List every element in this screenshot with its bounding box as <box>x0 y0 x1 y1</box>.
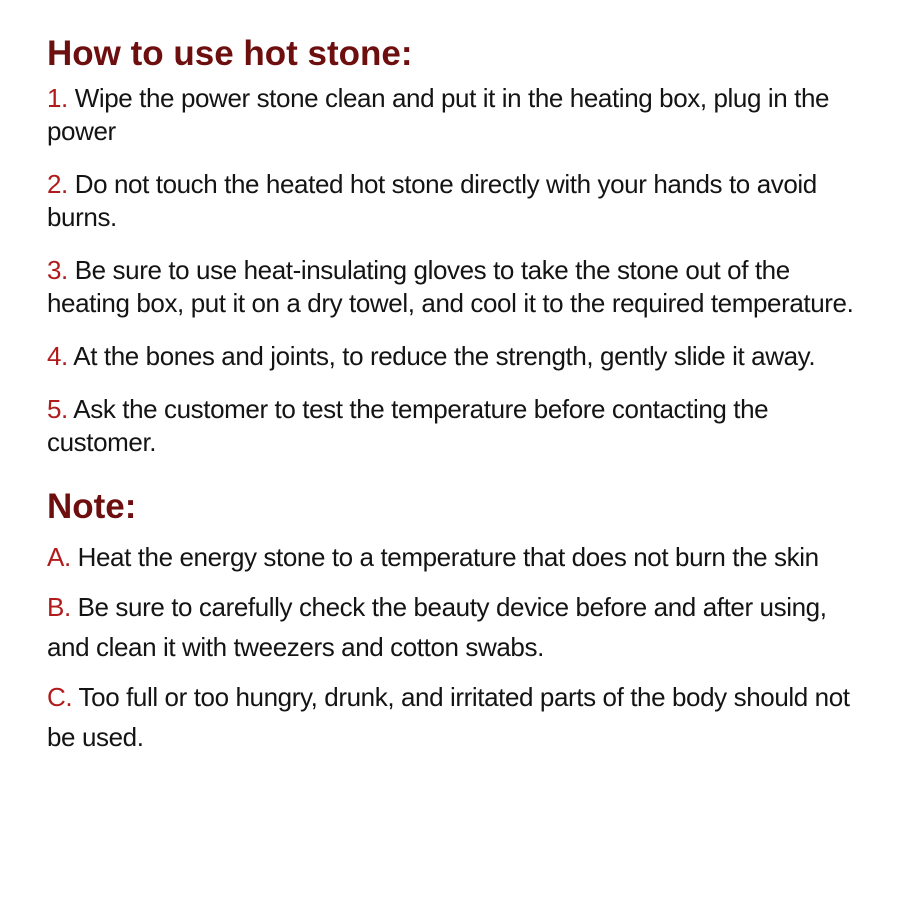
note-letter: B. <box>47 592 71 622</box>
how-to-use-heading: How to use hot stone: <box>47 34 413 73</box>
usage-step <box>47 340 856 373</box>
usage-step <box>47 82 856 148</box>
usage-step <box>47 393 856 459</box>
step-text: Be sure to use heat-insulating gloves to take the stone out of the heating box, put it on a dry towel, and cool it to the required temperature. <box>47 255 854 318</box>
usage-step <box>47 254 856 320</box>
step-text: Wipe the power stone clean and put it in the heating box, plug in the power <box>47 83 830 146</box>
note-item <box>47 677 856 757</box>
note-item <box>47 537 856 577</box>
step-text: Do not touch the heated hot stone directly with your hands to avoid burns. <box>47 169 817 232</box>
usage-step <box>47 168 856 234</box>
notes-list <box>47 537 856 757</box>
note-text: Be sure to carefully check the beauty device before and after using, and clean it with tweezers and cotton swabs. <box>47 592 827 662</box>
step-number: 4. <box>47 341 68 371</box>
step-number: 3. <box>47 255 68 285</box>
step-number: 1. <box>47 83 68 113</box>
note-item <box>47 587 856 667</box>
note-letter: C. <box>47 682 73 712</box>
step-text: At the bones and joints, to reduce the strength, gently slide it away. <box>67 341 816 371</box>
note-letter: A. <box>47 542 71 572</box>
usage-steps-list <box>47 82 856 459</box>
note-text: Too full or too hungry, drunk, and irritated parts of the body should not be used. <box>47 682 850 752</box>
note-text: Heat the energy stone to a temperature that does not burn the skin <box>70 542 819 572</box>
step-number: 5. <box>47 394 68 424</box>
step-number: 2. <box>47 169 68 199</box>
step-text: Ask the customer to test the temperature before contacting the customer. <box>47 394 769 457</box>
note-heading: Note: <box>47 487 137 526</box>
